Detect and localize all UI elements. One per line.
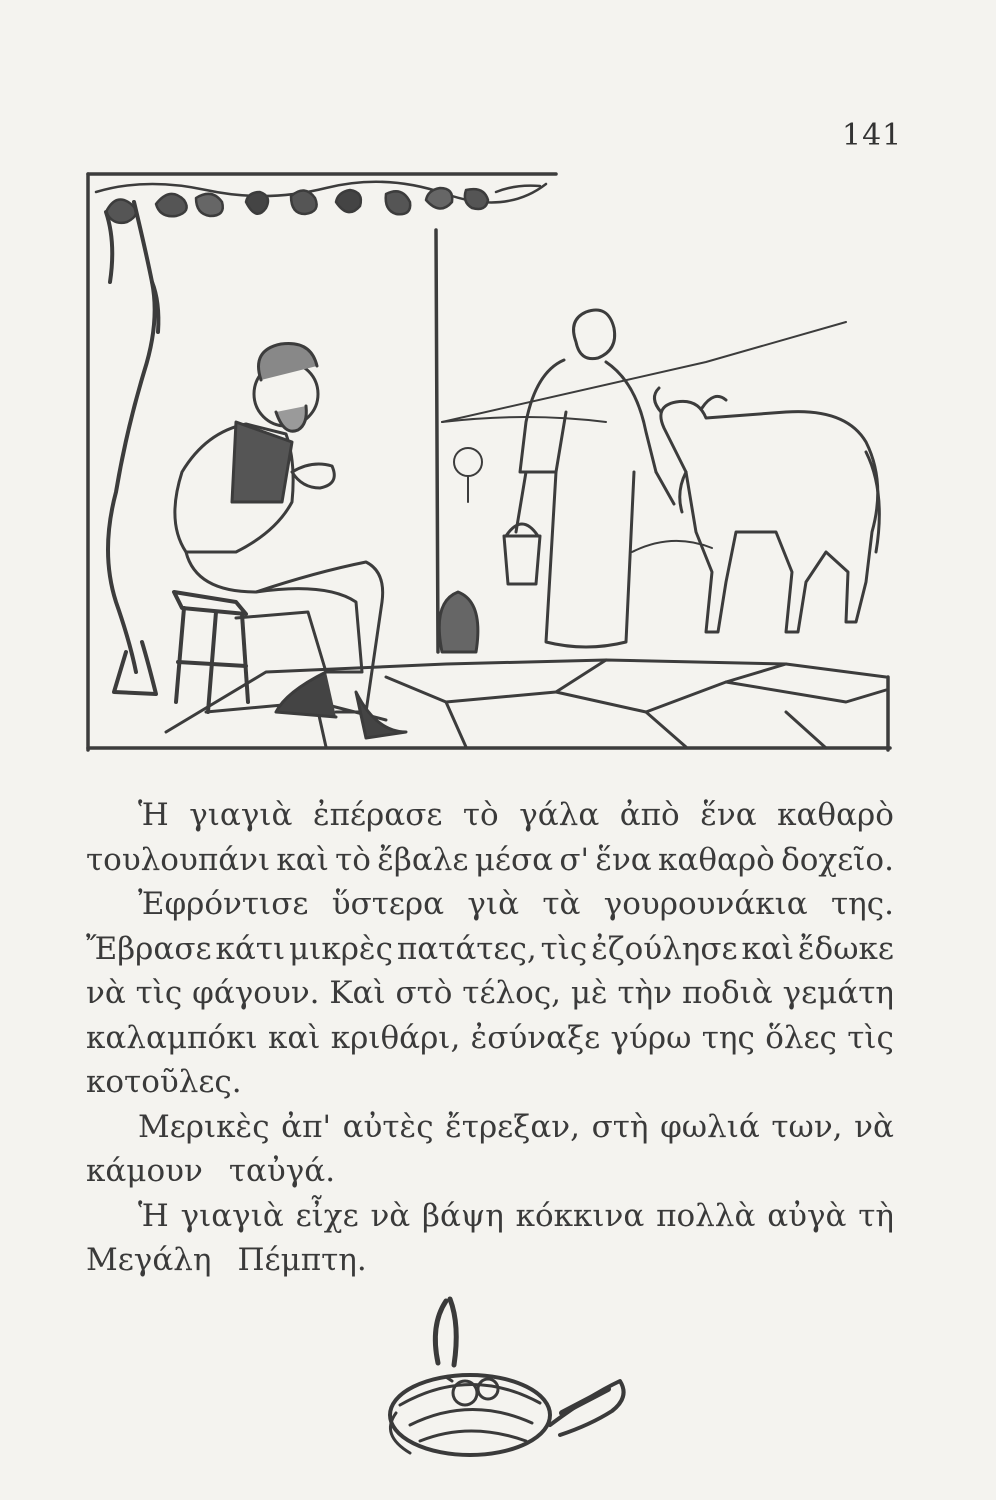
word: μὲ [570,975,608,1011]
text-line [86,793,894,838]
sack [439,592,478,652]
word: τὰ [542,886,581,922]
ox [654,388,879,632]
word: της. [831,886,894,922]
page-number: 141 [842,118,903,153]
text-line [86,1194,894,1239]
word: κάμουν [86,1153,203,1189]
background-landscape [442,322,846,552]
word: μικρὲς [289,930,393,967]
word: ἕνα [700,797,757,833]
nest [390,1375,550,1455]
word: ταὐγά. [228,1153,336,1189]
nest-illustration [350,1285,640,1485]
word: καθαρὸ [777,797,894,833]
word: ἕνα [595,841,652,878]
text-line [86,882,894,927]
word: των, [771,1108,843,1145]
word: ἔδωκε [797,930,894,967]
word: τουλουπάνι [86,841,271,878]
word: Μερικὲς [138,1108,270,1145]
word: καὶ [741,930,794,967]
stool [174,592,248,712]
word: πολλὰ [656,1197,756,1234]
grape-vine [96,182,546,223]
word: πατάτες, [396,930,537,967]
word: καὶ [276,841,329,878]
word: κόκκινα [515,1197,645,1234]
vine-trunk [106,202,158,694]
word: εἶχε [295,1197,359,1234]
text-line [86,927,894,972]
word: Ἐφρόντισε [138,886,309,922]
word: στὴ [591,1108,649,1145]
word: τέλος, [462,975,562,1011]
word: τὶς [540,930,588,967]
text-line [86,838,894,883]
word: τὴ [858,1197,894,1234]
word: τὸ [462,797,499,833]
word: τὸ [335,841,371,878]
text-line [86,1060,894,1105]
word: στὸ [395,975,453,1011]
word: γουρουνάκια [603,886,808,922]
text-line [86,1105,894,1150]
word: ὅλες [765,1019,837,1056]
word: κάτι [215,930,286,967]
word: ὕστερα [331,886,445,922]
word: δοχεῖο. [781,841,894,878]
word: νὰ [854,1108,894,1145]
word: νὰ [86,975,126,1011]
farm-illustration [86,172,892,752]
word: ἔβαλε [377,841,469,878]
word: αὐτὲς [342,1108,434,1145]
word: ἐπέρασε [312,797,443,833]
chicks [446,1377,498,1405]
text-line [86,971,894,1016]
word: τὴν [617,975,673,1011]
word: ἐσύναξε [470,1019,601,1056]
word: ἐζούλησε [591,930,738,967]
word: καὶ [267,1019,321,1056]
word: κοτοῦλες. [86,1064,242,1100]
word: γιαγιὰ [180,1197,284,1234]
word: ἀπ' [281,1108,332,1145]
word: σ' [559,841,590,878]
word: βάψη [422,1197,504,1234]
word: Ἡ [138,1197,169,1234]
word: γάλα [519,797,600,833]
word: τὶς [847,1019,894,1056]
word: ποδιὰ [681,975,773,1011]
word: κριθάρι, [330,1019,461,1056]
word: Πέμπτη. [237,1242,367,1278]
word: τὶς [135,975,183,1011]
word: Μεγάλη [86,1242,212,1278]
text-line [86,1149,894,1194]
stone-pavement [166,660,886,748]
word: μέσα [474,841,554,878]
text-line [86,1016,894,1061]
text-line [86,1238,894,1283]
woman-with-bucket [504,310,674,647]
word: φάγουν. [192,975,320,1011]
word: ἔτρεξαν, [445,1108,580,1145]
word: ἀπὸ [619,797,680,833]
word: γιὰ [467,886,520,922]
word: καλαμπόκι [86,1019,258,1056]
story-text [86,793,894,1283]
word: Καὶ [329,975,386,1011]
word: γύρω [610,1019,692,1056]
word: Ἡ [138,797,169,833]
word: Ἔβρασε [86,930,212,967]
word: νὰ [370,1197,411,1234]
word: καθαρὸ [658,841,775,878]
word: φωλιά [660,1108,760,1145]
word: της [701,1019,755,1056]
mother-bird-wing [435,1299,623,1435]
word: αὐγὰ [767,1197,847,1234]
word: γιαγιὰ [189,797,293,833]
word: γεμάτη [782,975,894,1011]
